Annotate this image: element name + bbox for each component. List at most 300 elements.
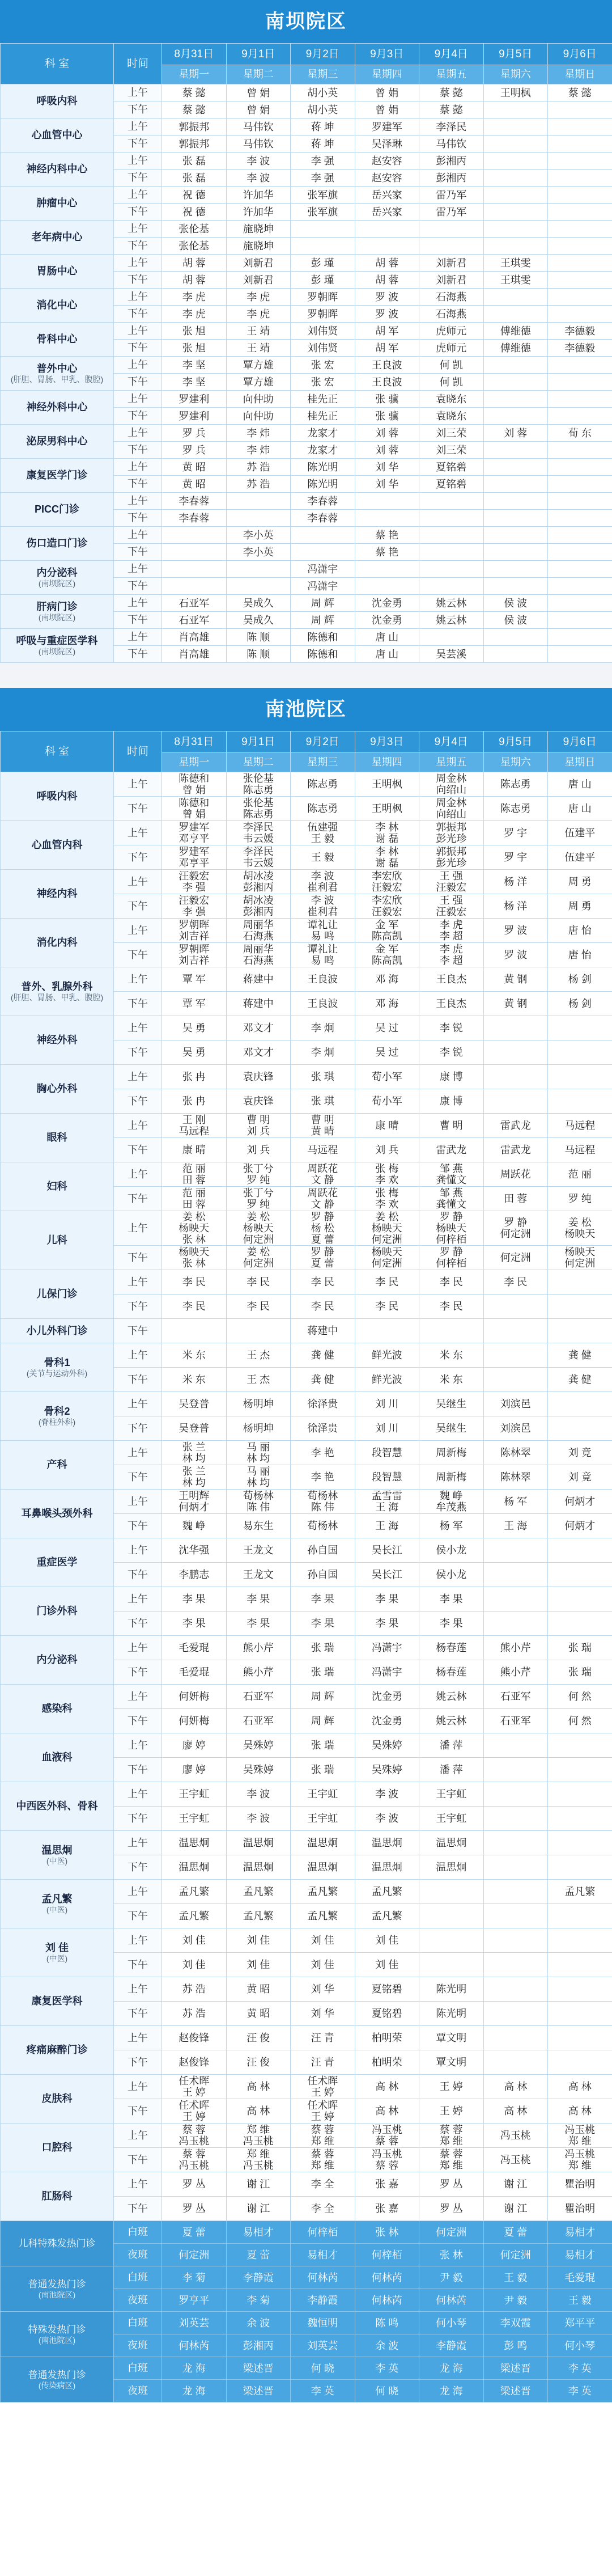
doctor-cell — [483, 1660, 548, 1685]
doctor-cell — [226, 2099, 291, 2124]
doctor-cell — [483, 391, 548, 408]
doctor-name: 雷武龙 — [500, 1144, 531, 1156]
doctor-name: 李小英 — [243, 546, 274, 558]
doctor-name: 龙 海 — [182, 2362, 206, 2374]
doctor-name: 刘 佳 — [375, 1935, 399, 1946]
doctor-cell — [355, 1416, 419, 1441]
doctor-name: 李 民 — [182, 1276, 206, 1288]
doctor-name: 石海燕 — [436, 308, 467, 320]
dept-name: 温思炯 — [41, 1845, 73, 1856]
doctor-name: 杨映天 — [564, 1246, 596, 1258]
doctor-name: 汪 青 — [311, 2032, 334, 2044]
schedule-body — [1, 84, 612, 663]
doctor-name: 施晓坤 — [243, 223, 274, 235]
doctor-cell — [355, 943, 419, 967]
doctor-cell — [291, 870, 355, 894]
doctor-cell — [226, 1016, 291, 1040]
doctor-name: 王 婷 — [182, 2111, 206, 2122]
doctor-cell — [419, 1465, 484, 1490]
doctor-cell — [162, 1953, 227, 1977]
doctor-name: 刘 竟 — [568, 1447, 592, 1458]
time-column-header: 时间 — [114, 44, 162, 84]
doctor-name: 刘 佳 — [246, 1959, 270, 1970]
doctor-name: 康 博 — [439, 1071, 463, 1082]
doctor-name: 熊小芹 — [500, 1642, 531, 1653]
doctor-name: 崔利君 — [307, 882, 338, 893]
doctor-cell — [483, 187, 548, 204]
dept-name-cell — [1, 119, 114, 153]
doctor-name: 林 均 — [182, 1477, 206, 1488]
doctor-name: 张 兰 — [182, 1466, 206, 1477]
doctor-name: 刘滨邑 — [500, 1423, 531, 1434]
doctor-name: 李 波 — [311, 895, 334, 906]
doctor-name: 冯潇宇 — [307, 580, 338, 592]
time-slot: 下午 — [114, 204, 162, 221]
time-slot: 白班 — [114, 2312, 162, 2334]
doctor-cell — [355, 967, 419, 992]
doctor-cell — [226, 2380, 291, 2402]
dept-name: 康复医学门诊 — [26, 469, 88, 481]
doctor-name: 胡 军 — [375, 342, 399, 354]
doctor-name: 易相才 — [564, 2249, 596, 2261]
doctor-cell — [226, 204, 291, 221]
doctor-name: 桂先正 — [307, 410, 338, 422]
doctor-name: 李 英 — [375, 2362, 399, 2374]
doctor-cell — [291, 493, 355, 510]
dept-name: 呼吸与重症医学科 — [16, 635, 98, 646]
doctor-cell — [291, 919, 355, 943]
doctor-cell — [355, 459, 419, 476]
doctor-cell — [548, 1319, 612, 1343]
doctor-name: 王 海 — [504, 1520, 528, 1532]
doctor-cell — [419, 1016, 484, 1040]
doctor-name: 石海燕 — [243, 955, 274, 966]
doctor-cell — [419, 544, 484, 561]
doctor-name: 陈 鸣 — [375, 2317, 399, 2329]
doctor-name: 何林芮 — [371, 2294, 402, 2306]
doctor-name: 沈金勇 — [371, 614, 402, 626]
doctor-cell — [419, 119, 484, 136]
doctor-name: 冯玉桃 — [178, 2135, 210, 2147]
doctor-cell — [291, 272, 355, 289]
doctor-name: 温思炯 — [178, 1837, 210, 1849]
time-slot: 下午 — [114, 1807, 162, 1831]
time-slot: 下午 — [114, 1855, 162, 1880]
doctor-cell — [291, 374, 355, 391]
doctor-name: 吴殊婷 — [243, 1740, 274, 1751]
doctor-cell — [162, 1831, 227, 1855]
doctor-cell — [548, 1270, 612, 1295]
doctor-cell — [226, 119, 291, 136]
doctor-name: 李春蓉 — [178, 512, 210, 524]
doctor-cell — [291, 1880, 355, 1904]
doctor-name: 范 丽 — [182, 1163, 206, 1174]
doctor-cell — [483, 1538, 548, 1563]
doctor-cell — [226, 510, 291, 527]
doctor-name: 杨 军 — [504, 1496, 528, 1507]
doctor-cell — [355, 1368, 419, 1392]
time-slot: 上午 — [114, 1928, 162, 1953]
weekday-header: 星期五 — [419, 753, 484, 772]
dept-name-cell — [1, 1114, 114, 1162]
doctor-name: 龚懂文 — [436, 1199, 467, 1210]
dept-name-cell — [1, 1016, 114, 1065]
weekday-header: 星期一 — [162, 753, 227, 772]
dept-name: 肛肠科 — [41, 2190, 73, 2202]
doctor-cell — [419, 340, 484, 357]
doctor-name: 苏 浩 — [182, 2008, 206, 2019]
time-slot: 上午 — [114, 1441, 162, 1465]
doctor-cell — [548, 1016, 612, 1040]
doctor-cell — [419, 578, 484, 595]
doctor-cell — [419, 136, 484, 153]
doctor-name: 潘 萍 — [439, 1764, 463, 1775]
doctor-cell — [226, 2124, 291, 2148]
doctor-cell — [419, 1114, 484, 1138]
doctor-cell — [419, 238, 484, 255]
schedule-row — [1, 967, 612, 992]
time-slot: 上午 — [114, 153, 162, 170]
doctor-cell — [162, 1514, 227, 1538]
doctor-name: 杨映天 — [371, 1246, 402, 1258]
doctor-cell — [548, 323, 612, 340]
doctor-name: 郑 维 — [568, 2135, 592, 2147]
doctor-name: 李 民 — [504, 1276, 528, 1288]
doctor-cell — [548, 1343, 612, 1368]
weekday-header: 星期日 — [548, 65, 612, 84]
doctor-name: 李静霞 — [307, 2294, 338, 2306]
doctor-cell — [355, 2244, 419, 2266]
doctor-name: 田 蓉 — [182, 1174, 206, 1186]
time-slot: 下午 — [114, 374, 162, 391]
doctor-cell — [355, 1246, 419, 1270]
doctor-name: 刘三荣 — [436, 427, 467, 439]
doctor-cell — [483, 1953, 548, 1977]
doctor-cell — [291, 2312, 355, 2334]
doctor-name: 任术晖 — [178, 2075, 210, 2087]
weekday-header: 星期日 — [548, 753, 612, 772]
schedule-row — [1, 595, 612, 612]
doctor-name: 李春蓉 — [307, 512, 338, 524]
doctor-name: 唐 山 — [568, 779, 592, 790]
doctor-cell — [291, 1953, 355, 1977]
doctor-cell — [548, 1392, 612, 1416]
schedule-row — [1, 1016, 612, 1040]
dept-name: 孟凡繁 — [41, 1893, 73, 1905]
dept-name-cell — [1, 1587, 114, 1636]
doctor-name: 姜 松 — [246, 1246, 270, 1258]
doctor-cell — [291, 1065, 355, 1089]
doctor-cell — [548, 967, 612, 992]
campus-title: 南池院区 — [0, 688, 612, 731]
time-slot: 下午 — [114, 1416, 162, 1441]
doctor-name: 李鹏志 — [178, 1569, 210, 1580]
doctor-name: 王 靖 — [246, 342, 270, 354]
time-slot: 上午 — [114, 629, 162, 646]
doctor-name: 孟凡繁 — [243, 1910, 274, 1922]
doctor-cell — [291, 2244, 355, 2266]
doctor-cell — [355, 1855, 419, 1880]
doctor-name: 刘 佳 — [311, 1959, 334, 1970]
doctor-cell — [483, 1343, 548, 1368]
doctor-name: 周跃花 — [307, 1187, 338, 1199]
doctor-name: 唐 山 — [375, 648, 399, 660]
doctor-name: 荀杨林 — [307, 1490, 338, 1501]
doctor-name: 王 毅 — [504, 2272, 528, 2283]
doctor-name: 梁述晋 — [500, 2385, 531, 2397]
doctor-name: 罗朝晖 — [307, 291, 338, 303]
doctor-name: 金 军 — [375, 944, 399, 955]
doctor-cell — [548, 1211, 612, 1246]
dept-name-cell — [1, 1880, 114, 1928]
date-header: 9月6日 — [548, 44, 612, 65]
doctor-cell — [162, 357, 227, 374]
doctor-cell — [226, 289, 291, 306]
doctor-cell — [419, 1636, 484, 1660]
doctor-cell — [483, 1246, 548, 1270]
doctor-cell — [355, 272, 419, 289]
schedule-body — [1, 772, 612, 2402]
doctor-name: 米 东 — [439, 1374, 463, 1385]
doctor-cell — [548, 119, 612, 136]
doctor-cell — [483, 408, 548, 425]
doctor-name: 蔡 蓉 — [375, 2135, 399, 2147]
dept-name: 老年病中心 — [31, 231, 83, 243]
doctor-cell — [291, 1636, 355, 1660]
doctor-cell — [355, 1040, 419, 1065]
doctor-name: 黄 昭 — [182, 461, 206, 473]
doctor-name: 刘 兵 — [246, 1144, 270, 1156]
doctor-cell — [419, 84, 484, 101]
doctor-name: 罗 静 — [439, 1246, 463, 1258]
doctor-cell — [419, 943, 484, 967]
doctor-cell — [548, 2148, 612, 2172]
doctor-cell — [548, 1465, 612, 1490]
doctor-cell — [226, 1538, 291, 1563]
doctor-name: 蔡 蓉 — [311, 2148, 334, 2160]
doctor-name: 文 静 — [311, 1199, 334, 1210]
schedule-row — [1, 255, 612, 272]
doctor-cell — [419, 170, 484, 187]
doctor-name: 曾 娟 — [246, 87, 270, 99]
doctor-cell — [291, 1733, 355, 1758]
doctor-cell — [162, 136, 227, 153]
doctor-name: 罗建军 — [178, 822, 210, 833]
doctor-cell — [483, 1685, 548, 1709]
doctor-name: 李 虎 — [246, 291, 270, 303]
dept-name: 内分泌科 — [36, 567, 78, 578]
doctor-name: 夏铭碧 — [371, 2008, 402, 2019]
doctor-cell — [226, 2197, 291, 2221]
doctor-name: 周金林 — [436, 797, 467, 809]
doctor-cell — [548, 1162, 612, 1187]
doctor-cell — [226, 340, 291, 357]
doctor-cell — [355, 2075, 419, 2099]
doctor-cell — [355, 1441, 419, 1465]
doctor-name: 杨映天 — [371, 1223, 402, 1234]
doctor-name: 孟凡繁 — [243, 1886, 274, 1897]
doctor-cell — [291, 2124, 355, 2148]
doctor-name: 谢 江 — [246, 2203, 270, 2214]
doctor-cell — [291, 357, 355, 374]
doctor-cell — [355, 1465, 419, 1490]
doctor-name: 高 林 — [504, 2105, 528, 2117]
doctor-name: 许加华 — [243, 189, 274, 201]
doctor-cell — [419, 1319, 484, 1343]
doctor-name: 张 宏 — [311, 359, 334, 371]
doctor-name: 张丁兮 — [243, 1187, 274, 1199]
doctor-cell — [226, 1611, 291, 1636]
time-slot: 夜班 — [114, 2380, 162, 2402]
doctor-name: 胡 蓉 — [182, 274, 206, 286]
doctor-name: 吴长江 — [371, 1545, 402, 1556]
doctor-name: 郭振邦 — [436, 822, 467, 833]
doctor-cell — [548, 391, 612, 408]
dept-subtitle: (南坝院区) — [38, 579, 76, 588]
doctor-name: 何林芮 — [178, 2340, 210, 2351]
dept-name-cell — [1, 357, 114, 391]
schedule-row — [1, 1343, 612, 1368]
doctor-name: 何定洲 — [371, 1234, 402, 1245]
doctor-name: 王宇虹 — [307, 1813, 338, 1824]
doctor-name: 彭湘丙 — [436, 155, 467, 167]
doctor-cell — [162, 1880, 227, 1904]
doctor-name: 邹 燕 — [439, 1163, 463, 1174]
doctor-name: 荀 东 — [568, 427, 592, 439]
doctor-name: 刘新君 — [243, 274, 274, 286]
doctor-name: 龙 海 — [439, 2385, 463, 2397]
time-slot: 下午 — [114, 646, 162, 663]
doctor-cell — [548, 2312, 612, 2334]
time-slot: 下午 — [114, 2050, 162, 2075]
schedule-row — [1, 1270, 612, 1295]
doctor-cell — [355, 870, 419, 894]
doctor-cell — [483, 493, 548, 510]
doctor-name: 伍建平 — [564, 852, 596, 863]
doctor-name: 周 勇 — [568, 900, 592, 912]
doctor-cell — [483, 2380, 548, 2402]
doctor-cell — [226, 629, 291, 646]
doctor-cell — [548, 1089, 612, 1114]
doctor-name: 王良波 — [307, 974, 338, 985]
dept-name: 心血管中心 — [31, 129, 83, 141]
doctor-name: 陈志勇 — [500, 803, 531, 814]
doctor-cell — [162, 2244, 227, 2266]
doctor-cell — [419, 2312, 484, 2334]
doctor-cell — [355, 894, 419, 919]
doctor-name: 王宇虹 — [178, 1813, 210, 1824]
doctor-cell — [355, 1162, 419, 1187]
time-slot: 上午 — [114, 919, 162, 943]
doctor-cell — [483, 2312, 548, 2334]
schedule-row — [1, 84, 612, 101]
doctor-name: 傅维德 — [500, 342, 531, 354]
date-header: 8月31日 — [162, 44, 227, 65]
dept-name: 儿科特殊发热门诊 — [18, 2238, 96, 2249]
doctor-cell — [548, 629, 612, 646]
doctor-cell — [291, 2172, 355, 2197]
doctor-name: 李 坚 — [182, 359, 206, 371]
doctor-name: 易东生 — [243, 1520, 274, 1532]
doctor-name: 向绍山 — [436, 809, 467, 820]
time-slot: 上午 — [114, 391, 162, 408]
doctor-cell — [483, 943, 548, 967]
doctor-name: 蔡 蓉 — [311, 2124, 334, 2135]
doctor-cell — [226, 1368, 291, 1392]
doctor-cell — [226, 1392, 291, 1416]
doctor-cell — [548, 992, 612, 1016]
doctor-name: 谢 磊 — [375, 833, 399, 844]
doctor-cell — [291, 187, 355, 204]
doctor-name: 梁述晋 — [500, 2362, 531, 2374]
doctor-cell — [419, 2221, 484, 2244]
doctor-name: 杨 洋 — [504, 876, 528, 887]
dept-name: 骨科中心 — [36, 333, 78, 345]
doctor-cell — [291, 1831, 355, 1855]
doctor-cell — [548, 2289, 612, 2312]
doctor-cell — [548, 544, 612, 561]
doctor-name: 陈高凯 — [371, 955, 402, 966]
doctor-name: 何定洲 — [243, 1234, 274, 1245]
time-slot: 上午 — [114, 425, 162, 442]
schedule-row — [1, 1114, 612, 1138]
doctor-name: 彭湘丙 — [243, 882, 274, 893]
doctor-cell — [419, 2244, 484, 2266]
doctor-cell — [548, 1855, 612, 1880]
doctor-name: 王良杰 — [436, 998, 467, 1009]
doctor-name: 龚懂文 — [436, 1174, 467, 1186]
doctor-cell — [355, 1685, 419, 1709]
doctor-name: 张 冉 — [182, 1095, 206, 1107]
doctor-cell — [548, 1368, 612, 1392]
doctor-cell — [419, 821, 484, 845]
doctor-name: 汪毅宏 — [371, 906, 402, 917]
dept-name: 肿瘤中心 — [36, 197, 78, 209]
doctor-name: 姚云林 — [436, 1691, 467, 1702]
doctor-cell — [419, 1538, 484, 1563]
doctor-cell — [291, 1587, 355, 1611]
doctor-name: 何定洲 — [371, 1258, 402, 1269]
doctor-cell — [483, 442, 548, 459]
doctor-name: 姜 松 — [375, 1211, 399, 1223]
doctor-cell — [483, 2026, 548, 2050]
doctor-cell — [291, 1782, 355, 1807]
doctor-cell — [548, 1246, 612, 1270]
doctor-cell — [162, 425, 227, 442]
doctor-name: 罗 波 — [375, 308, 399, 320]
doctor-cell — [162, 1319, 227, 1343]
dept-name-cell — [1, 595, 114, 629]
dept-name: 胸心外科 — [36, 1083, 78, 1094]
doctor-name: 王 毅 — [568, 2294, 592, 2306]
doctor-name: 李德毅 — [564, 325, 596, 337]
time-slot: 下午 — [114, 1138, 162, 1162]
doctor-name: 彭湘丙 — [243, 2340, 274, 2351]
time-slot: 上午 — [114, 870, 162, 894]
doctor-name: 米 东 — [439, 1350, 463, 1361]
doctor-cell — [548, 527, 612, 544]
campus-nanba — [0, 0, 612, 663]
doctor-name: 何林芮 — [307, 2272, 338, 2283]
doctor-name: 易相才 — [564, 2226, 596, 2238]
schedule-row — [1, 1685, 612, 1709]
doctor-cell — [548, 1065, 612, 1089]
doctor-cell — [162, 870, 227, 894]
doctor-name: 吴长江 — [371, 1569, 402, 1580]
time-slot: 下午 — [114, 943, 162, 967]
doctor-name: 王 婷 — [182, 2087, 206, 2098]
doctor-cell — [548, 1114, 612, 1138]
